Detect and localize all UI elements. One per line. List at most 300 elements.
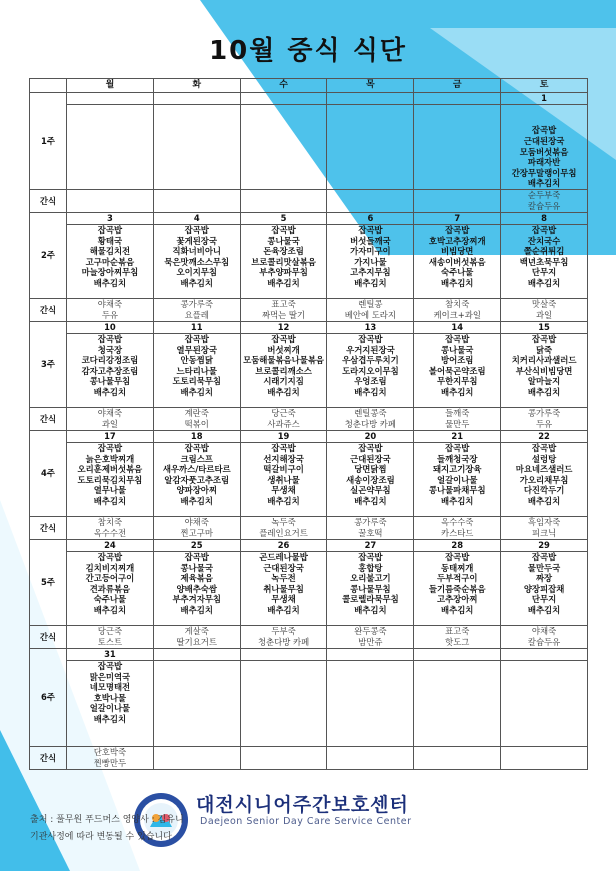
menu-item: 배추김치 — [354, 277, 387, 288]
meal-cell — [153, 225, 240, 299]
snack-cell — [67, 299, 154, 322]
menu-item: 닭죽 — [535, 344, 553, 355]
menu-item: 가지나물 — [354, 256, 387, 267]
snack-item: 짜먹는 딸기 — [262, 309, 306, 320]
menu-item: 생취나물 — [267, 474, 300, 485]
menu-item: 우삼겹두루치기 — [342, 355, 399, 366]
menu-item: 황태국 — [97, 235, 123, 246]
meal-cell — [414, 443, 501, 517]
snack-item: 참치죽 — [97, 517, 123, 527]
menu-item: 배추김치 — [441, 495, 474, 506]
snack-cell — [153, 747, 240, 770]
menu-item: 잡곡밥 — [445, 334, 470, 344]
snack-cell — [67, 408, 154, 431]
snack-row — [30, 517, 588, 540]
meal-cell — [240, 105, 327, 190]
meal-cell — [414, 661, 501, 747]
meal-row — [30, 334, 588, 408]
menu-item: 잡곡밥 — [358, 334, 383, 344]
date-cell: 25 — [153, 540, 240, 552]
snack-cell — [327, 747, 414, 770]
menu-item: 동태찌개 — [441, 562, 474, 573]
snack-item: 표고죽 — [445, 626, 470, 636]
meal-row — [30, 225, 588, 299]
date-cell: 15 — [501, 322, 588, 334]
menu-item: 잡곡밥 — [531, 334, 557, 344]
menu-item: 배추김치 — [180, 277, 213, 288]
date-cell: 27 — [327, 540, 414, 552]
meal-cell — [240, 552, 327, 626]
snack-item: 카스타드 — [441, 527, 474, 538]
snack-item: 딸기요거트 — [176, 636, 217, 647]
menu-item: 부추양파무침 — [259, 267, 308, 278]
header-tue: 화 — [153, 79, 240, 93]
menu-item: 부추겨자무침 — [172, 594, 222, 605]
menu-item: 맑은미역국 — [89, 671, 131, 682]
menu-item: 배추김치 — [441, 277, 474, 288]
menu-item: 배추김치 — [527, 386, 561, 397]
menu-item: 두부적구이 — [437, 573, 478, 584]
date-cell: 13 — [327, 322, 414, 334]
menu-item: 오이지무침 — [176, 267, 217, 278]
date-cell: 24 — [67, 540, 154, 552]
meal-cell — [67, 105, 154, 190]
snack-cell — [414, 299, 501, 322]
meal-cell — [153, 105, 240, 190]
snack-item: 칼슘두유 — [527, 200, 561, 211]
menu-item: 비빔당면 — [441, 246, 474, 257]
menu-item: 파래자반 — [527, 157, 561, 168]
date-cell: 5 — [240, 213, 327, 225]
menu-item: 버섯들깨국 — [350, 235, 391, 246]
snack-item: 찐빵만두 — [93, 757, 127, 768]
snack-item: 들깨죽 — [445, 408, 470, 418]
meal-cell — [501, 661, 588, 747]
snack-item: 물만두 — [445, 418, 470, 429]
snack-cell — [414, 747, 501, 770]
menu-item: 고추지무침 — [350, 267, 391, 278]
menu-item: 잡곡밥 — [358, 552, 383, 562]
menu-item: 실곤약무침 — [350, 485, 391, 496]
menu-item: 고구마순볶음 — [85, 256, 135, 267]
meal-cell — [153, 334, 240, 408]
date-row — [30, 431, 588, 443]
menu-item: 배추김치 — [180, 604, 213, 615]
date-cell — [414, 93, 501, 105]
snack-item: 흑임자죽 — [527, 517, 561, 527]
menu-item: 잡곡밥 — [445, 225, 470, 235]
snack-cell — [501, 190, 588, 213]
date-cell: 12 — [240, 322, 327, 334]
snack-item: 꿀호떡 — [358, 527, 383, 538]
menu-item: 잡곡밥 — [358, 443, 383, 453]
snack-item: 핫도그 — [445, 636, 470, 647]
week-label: 4주 — [30, 431, 67, 517]
snack-item: 야채죽 — [97, 408, 123, 418]
meal-cell — [501, 225, 588, 299]
date-cell — [501, 649, 588, 661]
meal-cell — [327, 552, 414, 626]
meal-cell — [327, 105, 414, 190]
snack-cell — [414, 626, 501, 649]
menu-item: 돈육장조림 — [263, 246, 304, 257]
menu-item: 잡곡밥 — [531, 225, 557, 235]
date-cell: 21 — [414, 431, 501, 443]
snack-cell — [153, 517, 240, 540]
org-english-name: Daejeon Senior Day Care Service Center — [200, 816, 412, 827]
snack-cell — [501, 517, 588, 540]
menu-item: 잡곡밥 — [184, 552, 209, 562]
menu-item: 근대된장국 — [350, 453, 391, 464]
menu-item: 콩나물무침 — [89, 376, 131, 387]
snack-item: 요플레 — [184, 309, 209, 320]
date-row — [30, 540, 588, 552]
menu-item: 묵은맛깨소스무침 — [164, 256, 230, 267]
snack-item: 과일 — [101, 418, 118, 429]
snack-row — [30, 190, 588, 213]
snack-item: 콩가루죽 — [354, 517, 387, 527]
menu-item: 들깨청국장 — [437, 453, 478, 464]
menu-item: 배추김치 — [354, 386, 387, 397]
page-title: 10월 중식 식단 — [209, 36, 407, 66]
menu-item: 잡곡밥 — [184, 225, 209, 235]
source-credit: 출처 : 풀무원 푸드머스 영양사 : 김유니 — [30, 815, 184, 825]
snack-item: 두유 — [535, 418, 553, 429]
menu-item: 녹두전 — [271, 573, 296, 584]
menu-item: 당면닭찜 — [354, 464, 387, 475]
menu-item: 배추김치 — [267, 495, 300, 506]
snack-item: 사과쥬스 — [267, 418, 300, 429]
menu-item: 배추김치 — [267, 604, 300, 615]
menu-item: 브로콜리맛살볶음 — [251, 256, 316, 267]
header-sat: 토 — [501, 79, 588, 93]
snack-item: 렌틸콩 — [358, 299, 383, 309]
menu-item: 버섯찌개 — [267, 344, 300, 355]
meal-cell — [67, 552, 154, 626]
meal-cell — [240, 225, 327, 299]
menu-item: 양장피잡채 — [523, 583, 565, 594]
menu-item: 잡곡밥 — [184, 334, 209, 344]
menu-item: 쫄순쥐튀김 — [523, 246, 565, 257]
snack-item: 콩가루죽 — [527, 408, 561, 418]
snack-item: 렌틸콩죽 — [354, 408, 387, 418]
menu-item: 콩나물무침 — [350, 583, 391, 594]
date-cell: 3 — [67, 213, 154, 225]
meal-cell — [240, 443, 327, 517]
menu-item: 감자고추장조림 — [81, 365, 139, 376]
meal-cell — [414, 552, 501, 626]
meal-cell — [67, 225, 154, 299]
menu-item: 늙은호박찌개 — [85, 453, 135, 464]
snack-item: 청춘다방 카페 — [257, 636, 310, 647]
snack-cell — [153, 626, 240, 649]
menu-item: 크림스프 — [180, 453, 213, 464]
snack-row — [30, 299, 588, 322]
date-cell: 1 — [501, 93, 588, 105]
menu-item: 잡곡밥 — [531, 125, 557, 136]
menu-item: 잡곡밥 — [531, 443, 557, 453]
menu-item: 브로콜리깨소스 — [255, 365, 312, 376]
menu-item: 양파장아찌 — [176, 485, 217, 496]
menu-item: 배추김치 — [93, 277, 127, 288]
menu-item: 콩나물국 — [267, 235, 300, 246]
menu-item: 잡곡밥 — [97, 443, 123, 453]
week-label: 2주 — [30, 213, 67, 299]
menu-item: 배추김치 — [180, 495, 213, 506]
menu-item: 잡곡밥 — [531, 552, 557, 562]
snack-item: 녹두죽 — [271, 517, 296, 527]
menu-item: 잔치국수 — [527, 235, 561, 246]
snack-cell — [240, 299, 327, 322]
snack-item: 플레인요거트 — [259, 527, 308, 538]
snack-cell — [414, 517, 501, 540]
menu-item: 우엉조림 — [354, 376, 387, 387]
menu-item: 콜로렐라묵무침 — [342, 594, 399, 605]
snack-cell — [153, 299, 240, 322]
date-row — [30, 213, 588, 225]
menu-item: 들기름죽순볶음 — [428, 583, 486, 594]
menu-item: 무생채 — [271, 485, 296, 496]
snack-item: 순두부죽 — [527, 190, 561, 200]
snack-item: 떡볶이 — [184, 418, 209, 429]
meal-cell — [327, 334, 414, 408]
snack-item: 찐고구마 — [180, 527, 213, 538]
meal-cell — [327, 225, 414, 299]
menu-item: 양배추숙쌈 — [176, 583, 217, 594]
menu-item: 오리훈제버섯볶음 — [77, 464, 143, 475]
menu-item: 백년초묵무침 — [519, 256, 569, 267]
snack-item: 단호박죽 — [93, 747, 127, 757]
snack-cell — [327, 190, 414, 213]
menu-item: 간고등어구이 — [85, 573, 135, 584]
menu-item: 짜장 — [535, 573, 553, 584]
menu-item: 배추김치 — [527, 604, 561, 615]
date-cell — [153, 93, 240, 105]
menu-item: 열무나물 — [93, 485, 127, 496]
meal-cell — [501, 443, 588, 517]
snack-label: 간식 — [30, 299, 67, 322]
menu-item: 콩나물국 — [441, 344, 474, 355]
snack-cell — [240, 408, 327, 431]
snack-item: 완두콩죽 — [354, 626, 387, 636]
snack-item: 옥수수전 — [93, 527, 127, 538]
snack-cell — [327, 517, 414, 540]
snack-row — [30, 747, 588, 770]
snack-cell — [327, 408, 414, 431]
menu-item: 물만두국 — [527, 562, 561, 573]
header-wed: 수 — [240, 79, 327, 93]
meal-cell — [414, 105, 501, 190]
meal-row — [30, 105, 588, 190]
header-mon: 월 — [67, 79, 154, 93]
meal-row — [30, 661, 588, 747]
menu-item: 근대된장국 — [523, 136, 565, 147]
menu-item: 설렁탕 — [531, 453, 557, 464]
menu-item: 배추김치 — [441, 386, 474, 397]
menu-item: 알마늘지 — [527, 376, 561, 387]
snack-row — [30, 408, 588, 431]
snack-row — [30, 626, 588, 649]
date-cell — [414, 649, 501, 661]
menu-item: 도토리묵김치무침 — [77, 474, 143, 485]
menu-item: 잡곡밥 — [271, 443, 296, 453]
date-row — [30, 649, 588, 661]
snack-item: 참치죽 — [445, 299, 470, 309]
menu-item: 제육볶음 — [180, 573, 213, 584]
meal-cell — [67, 334, 154, 408]
meal-cell — [240, 334, 327, 408]
menu-item: 시래기지짐 — [263, 376, 304, 387]
date-cell: 6 — [327, 213, 414, 225]
snack-item: 두유 — [101, 309, 118, 320]
snack-item: 야채죽 — [97, 299, 123, 309]
snack-label: 간식 — [30, 747, 67, 770]
meal-cell — [501, 334, 588, 408]
date-cell: 26 — [240, 540, 327, 552]
date-cell — [67, 93, 154, 105]
menu-item: 방어조림 — [441, 355, 474, 366]
menu-item: 김치비지찌개 — [85, 562, 135, 573]
menu-item: 고추장아찌 — [437, 594, 478, 605]
meal-cell — [414, 334, 501, 408]
snack-item: 당근죽 — [271, 408, 296, 418]
menu-item: 도라지오이무침 — [342, 365, 399, 376]
menu-item: 마요네즈샐러드 — [515, 464, 573, 475]
snack-label: 간식 — [30, 626, 67, 649]
menu-item: 숙주나물 — [441, 267, 474, 278]
menu-item: 숙주나물 — [93, 594, 127, 605]
date-cell: 31 — [67, 649, 154, 661]
date-cell: 28 — [414, 540, 501, 552]
snack-item: 토스트 — [97, 636, 123, 647]
change-notice: 기관사정에 따라 변동될 수 있습니다 — [30, 832, 172, 842]
menu-item: 잡곡밥 — [184, 443, 209, 453]
menu-item: 떡갈비구이 — [263, 464, 304, 475]
org-name: 대전시니어주간보호센터 — [196, 794, 409, 816]
snack-item: 밤만쥬 — [358, 636, 383, 647]
date-row — [30, 93, 588, 105]
menu-item: 배추김치 — [527, 495, 561, 506]
date-cell: 8 — [501, 213, 588, 225]
menu-item: 호박나물 — [93, 692, 127, 703]
menu-item: 부산식비빔당면 — [515, 365, 573, 376]
menu-item: 배추김치 — [441, 604, 474, 615]
menu-item: 마늘장아찌무침 — [81, 267, 139, 278]
header-row — [30, 79, 588, 93]
menu-item: 잡곡밥 — [445, 443, 470, 453]
menu-body — [30, 93, 588, 770]
snack-cell — [501, 626, 588, 649]
snack-cell — [153, 408, 240, 431]
menu-item: 단무지 — [531, 267, 557, 278]
header-fri: 금 — [414, 79, 501, 93]
snack-item: 맛살죽 — [531, 299, 557, 309]
header-thu: 목 — [327, 79, 414, 93]
lunch-menu-table — [29, 78, 588, 770]
meal-cell — [67, 443, 154, 517]
meal-cell — [240, 661, 327, 747]
snack-cell — [414, 408, 501, 431]
menu-item: 청국장 — [97, 344, 123, 355]
menu-item: 돼지고기장육 — [432, 464, 482, 475]
date-cell — [153, 649, 240, 661]
menu-item: 직화너비아니 — [172, 246, 222, 257]
snack-cell — [67, 517, 154, 540]
menu-item: 단무지 — [531, 594, 557, 605]
snack-item: 옥수수죽 — [441, 517, 474, 527]
snack-cell — [67, 626, 154, 649]
date-cell — [240, 649, 327, 661]
snack-item: 과일 — [535, 309, 553, 320]
menu-item: 꽃게된장국 — [176, 235, 217, 246]
week-label: 1주 — [30, 93, 67, 190]
menu-item: 열무된장국 — [176, 344, 217, 355]
snack-cell — [153, 190, 240, 213]
menu-item: 곤드레나물밥 — [259, 552, 308, 562]
menu-item: 배추김치 — [527, 178, 561, 189]
menu-item: 알감자풋고추조림 — [164, 474, 230, 485]
menu-item: 네모명태전 — [89, 682, 131, 693]
menu-item: 가자미구이 — [350, 246, 391, 257]
snack-cell — [240, 190, 327, 213]
menu-item: 배추김치 — [527, 277, 561, 288]
menu-item: 선지해장국 — [263, 453, 304, 464]
meal-row — [30, 552, 588, 626]
menu-item: 볼어묵곤약조림 — [428, 365, 486, 376]
menu-item: 무생채 — [271, 594, 296, 605]
menu-item: 잡곡밥 — [97, 552, 123, 562]
snack-cell — [67, 190, 154, 213]
meal-cell — [153, 443, 240, 517]
date-cell — [327, 93, 414, 105]
snack-label: 간식 — [30, 408, 67, 431]
snack-item: 계란죽 — [184, 408, 209, 418]
snack-cell — [327, 626, 414, 649]
menu-item: 치커리사과샐러드 — [511, 355, 577, 366]
snack-item: 케이크+과일 — [433, 309, 481, 320]
week-label: 5주 — [30, 540, 67, 626]
meal-row — [30, 443, 588, 517]
menu-item: 느타리나물 — [176, 365, 217, 376]
menu-item: 배추김치 — [93, 495, 127, 506]
date-cell: 18 — [153, 431, 240, 443]
menu-item: 다진깍두기 — [523, 485, 565, 496]
header-blank — [30, 79, 67, 93]
snack-cell — [240, 747, 327, 770]
menu-item: 배추김치 — [180, 386, 213, 397]
snack-item: 야채죽 — [531, 626, 557, 636]
menu-item: 배추김치 — [267, 386, 300, 397]
snack-cell — [501, 747, 588, 770]
date-cell: 10 — [67, 322, 154, 334]
snack-item: 칼슘두유 — [527, 636, 561, 647]
snack-item: 야채죽 — [184, 517, 209, 527]
menu-item: 안동찜닭 — [180, 355, 213, 366]
menu-item: 잡곡밥 — [97, 661, 123, 671]
menu-item: 잡곡밥 — [445, 552, 470, 562]
date-cell: 14 — [414, 322, 501, 334]
meal-cell — [501, 105, 588, 190]
snack-item: 두부죽 — [271, 626, 296, 636]
menu-item: 호박고추장찌개 — [428, 235, 486, 246]
meal-cell — [501, 552, 588, 626]
meal-cell — [414, 225, 501, 299]
menu-item: 배추김치 — [93, 386, 127, 397]
meal-cell — [67, 661, 154, 747]
snack-cell — [414, 190, 501, 213]
menu-item: 배추김치 — [354, 604, 387, 615]
menu-item: 근대된장국 — [263, 562, 304, 573]
